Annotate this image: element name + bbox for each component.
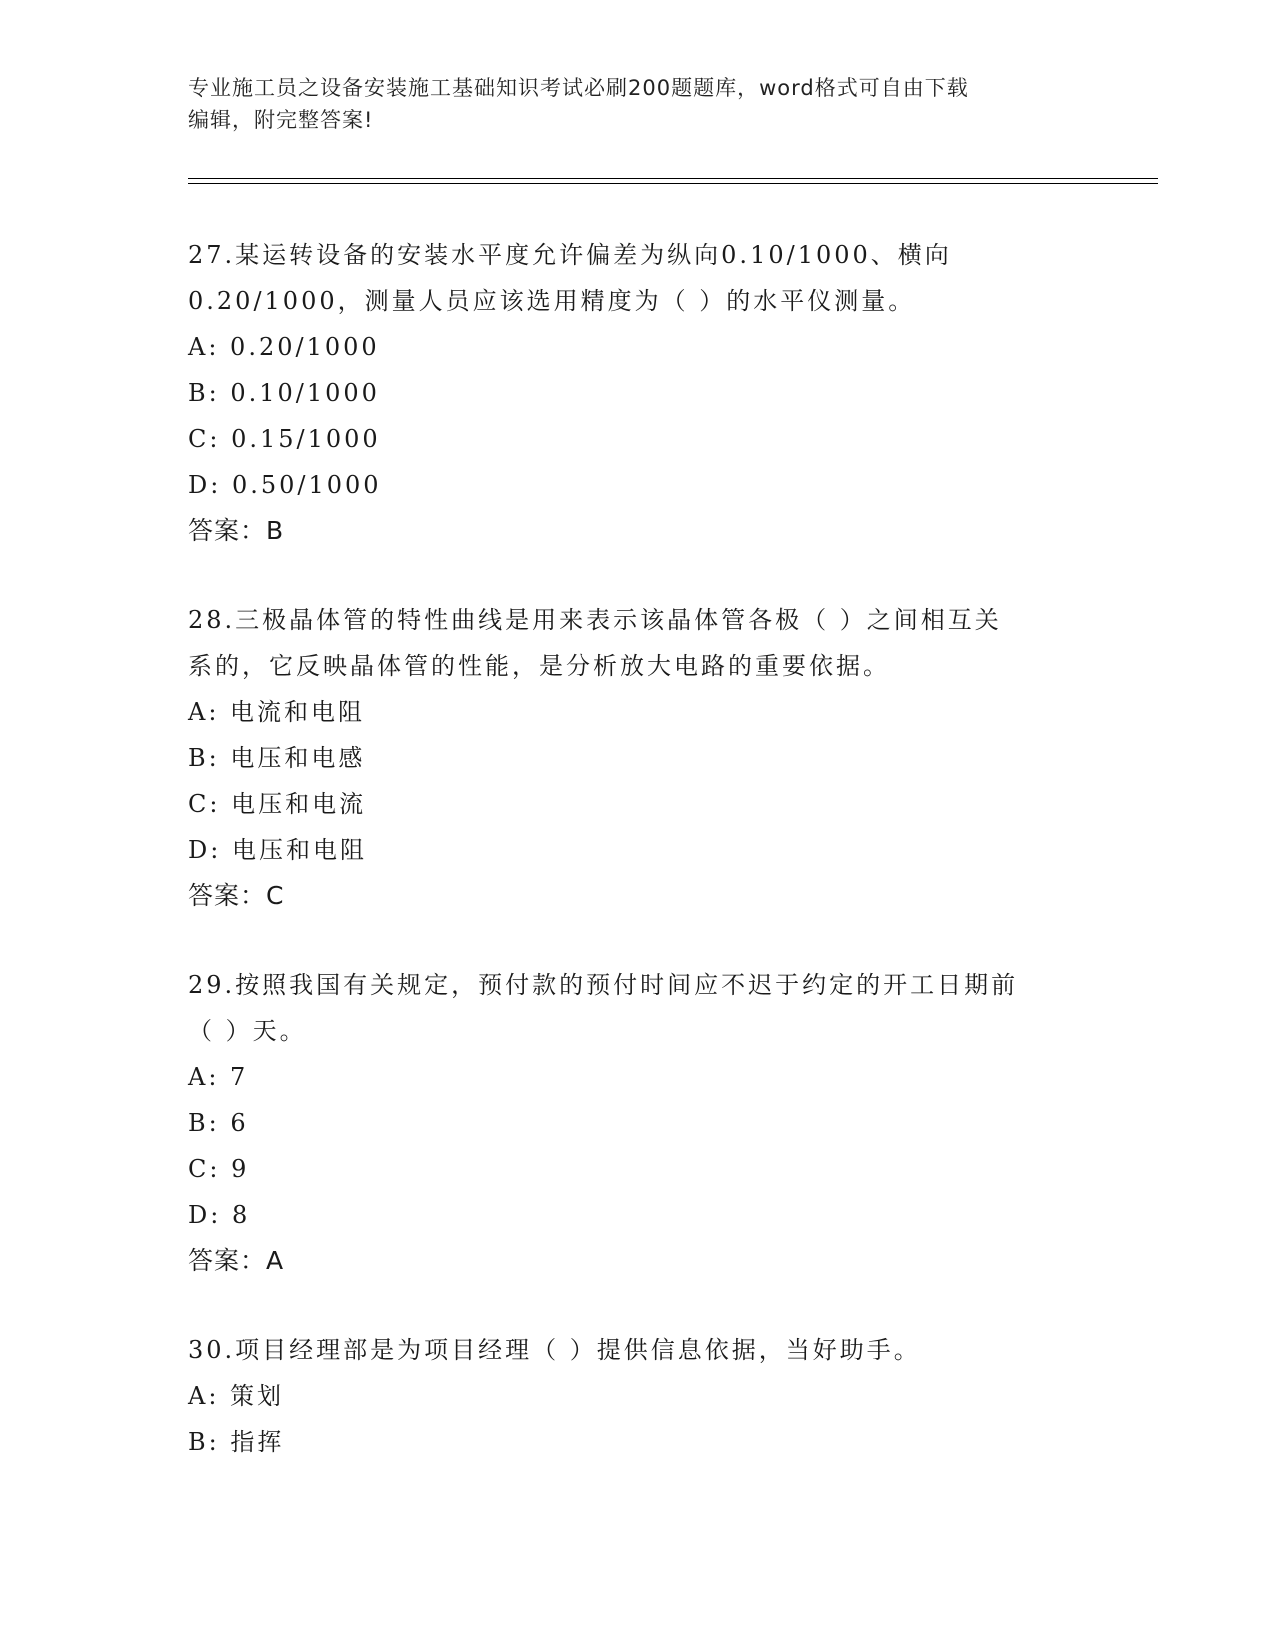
option-c: C: 0.15/1000 [188,425,381,453]
option-b: B: 0.10/1000 [188,379,380,407]
question-stem: 28.三极晶体管的特性曲线是用来表示该晶体管各极（ ）之间相互关 [188,606,1002,634]
option-a: A: 策划 [188,1382,285,1410]
question-stem: 0.20/1000，测量人员应该选用精度为（ ）的水平仪测量。 [188,287,916,315]
header-title-line-1: 专业施工员之设备安装施工基础知识考试必刷200题题库，word格式可自由下载 [188,76,969,100]
header-title-line-2: 编辑，附完整答案! [188,108,374,132]
option-d: D: 0.50/1000 [188,471,382,499]
option-a: A: 电流和电阻 [188,698,366,726]
question-30 [188,1327,1088,1465]
option-b: B: 电压和电感 [188,744,366,772]
header-divider [188,178,1158,184]
option-d: D: 电压和电阻 [188,836,367,864]
option-b: B: 指挥 [188,1428,285,1456]
question-stem: 30.项目经理部是为项目经理（ ）提供信息依据，当好助手。 [188,1336,921,1364]
question-27 [188,232,1088,554]
question-list [188,232,1088,1508]
option-a: A: 0.20/1000 [188,333,380,361]
answer: 答案：B [188,516,285,545]
question-stem: 系的，它反映晶体管的性能，是分析放大电路的重要依据。 [188,652,890,680]
page-header [188,72,1088,136]
answer: 答案：C [188,881,285,910]
answer: 答案：A [188,1246,285,1275]
question-28 [188,597,1088,919]
option-a: A: 7 [188,1063,249,1091]
question-stem: 27.某运转设备的安装水平度允许偏差为纵向0.10/1000、横向 [188,241,952,269]
question-stem: （ ）天。 [188,1017,307,1045]
option-c: C: 电压和电流 [188,790,367,818]
option-c: C: 9 [188,1155,250,1183]
option-b: B: 6 [188,1109,249,1137]
question-stem: 29.按照我国有关规定，预付款的预付时间应不迟于约定的开工日期前 [188,971,1019,999]
question-29 [188,962,1088,1284]
option-d: D: 8 [188,1201,251,1229]
